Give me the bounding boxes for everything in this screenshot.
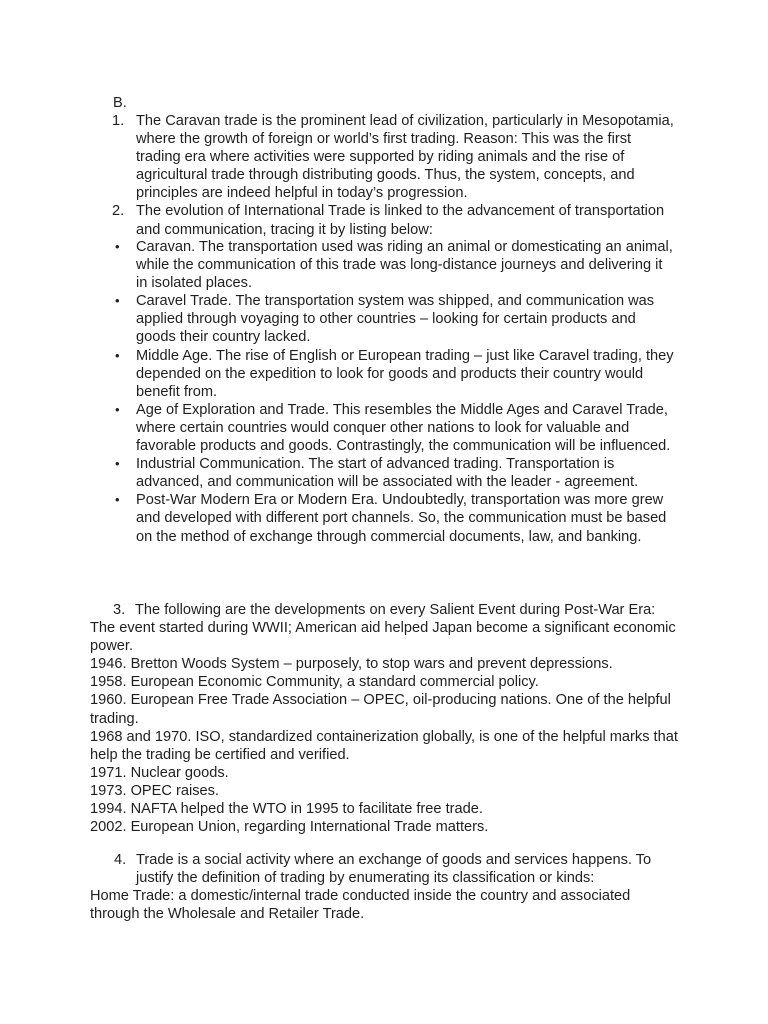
bullet-item-text: Industrial Communication. The start of advanced trading. Transportation is advanced, and communication will be associated with the leader - agreement. [136,456,639,491]
section-3-intro [90,601,680,655]
bullet-item [0,401,677,455]
bullet-icon: • [115,401,120,417]
bullet-item [0,347,677,401]
section-3-number: 3. [113,602,126,618]
section-3-post-war-events [90,601,680,836]
bullet-icon: • [115,492,120,508]
bullet-item-text: Post-War Modern Era or Modern Era. Undoubtedly, transportation was more grew and developed with different port channels. So, the communication must be based on the method of exchange through commercial documents, law, and banking. [136,492,667,545]
event-line: 1958. European Economic Community, a standard commercial policy. [90,674,539,691]
bullet-list [0,238,677,546]
section-4-trade-kinds [90,851,680,923]
list-item-text: The evolution of International Trade is linked to the advancement of transportation and communication, tracing it by listing below: [136,203,665,238]
bullet-item-text: Age of Exploration and Trade. This resembles the Middle Ages and Caravel Trade, where certain countries would conquer other nations to look for valuable and favorable products and goods. Contrastingly, the communication will be influenced. [136,401,671,455]
bullet-item-text: Caravel Trade. The transportation system was shipped, and communication was applied through voyaging to other countries – looking for certain products and goods their country lacked. [136,293,655,346]
event-line: 1960. European Free Trade Association – OPEC, oil-producing nations. One of the helpful trading. [90,692,671,727]
home-trade-paragraph: Home Trade: a domestic/internal trade conducted inside the country and associated through the Wholesale and Retailer Trade. [90,888,631,923]
bullet-item-text: Caravan. The transportation used was riding an animal or domesticating an animal, while the communication of this trade was long-distance journeys and delivering it in isolated places. [136,239,673,292]
numbered-list-top [0,112,677,239]
event-line: 1973. OPEC raises. [90,782,219,799]
bullet-item [0,455,677,491]
bullet-icon: • [115,456,120,472]
bullet-icon: • [115,293,120,309]
event-line: 1946. Bretton Woods System – purposely, to stop wars and prevent depressions. [90,656,613,673]
bullet-icon: • [115,347,120,363]
section-4-number: 4. [114,852,127,868]
bullet-item-text: Middle Age. The rise of English or European trading – just like Caravel trading, they depended on the expedition to look for goods and products their country would benefit from. [136,347,674,400]
section-4-intro [90,851,680,887]
list-number: 1. [112,113,125,129]
list-number: 2. [112,203,125,220]
event-line: 1994. NAFTA helped the WTO in 1995 to facilitate free trade. [90,801,483,818]
list-item [0,202,677,238]
event-line: 1968 and 1970. ISO, standardized containerization globally, is one of the helpful marks that help the trading be certified and verified. [90,728,678,763]
event-line: 1971. Nuclear goods. [90,764,229,781]
bullet-item [0,238,677,292]
bullet-item [0,292,677,346]
list-item [0,112,677,202]
event-line: 2002. European Union, regarding International Trade matters. [90,819,489,836]
bullet-item [0,491,677,545]
list-item-text: The Caravan trade is the prominent lead of civilization, particularly in Mesopotamia, where the growth of foreign or world’s first trading. Reason: This was the first trading era where activities were supported by riding animals and the rise of agricultural trade through distributing goods. Thus, the system, concepts, and principles are indeed helpful in today’s progression. [136,113,674,202]
bullet-icon: • [115,239,120,254]
section-3-intro-text: The following are the developments on every Salient Event during Post-War Era: The event started during WWII; American aid helped Japan become a significant economic power. [90,602,676,655]
section-4-intro-text: Trade is a social activity where an exchange of goods and services happens. To justify the definition of trading by enumerating its classification or kinds: [136,852,652,887]
section-label: B. [113,95,127,111]
